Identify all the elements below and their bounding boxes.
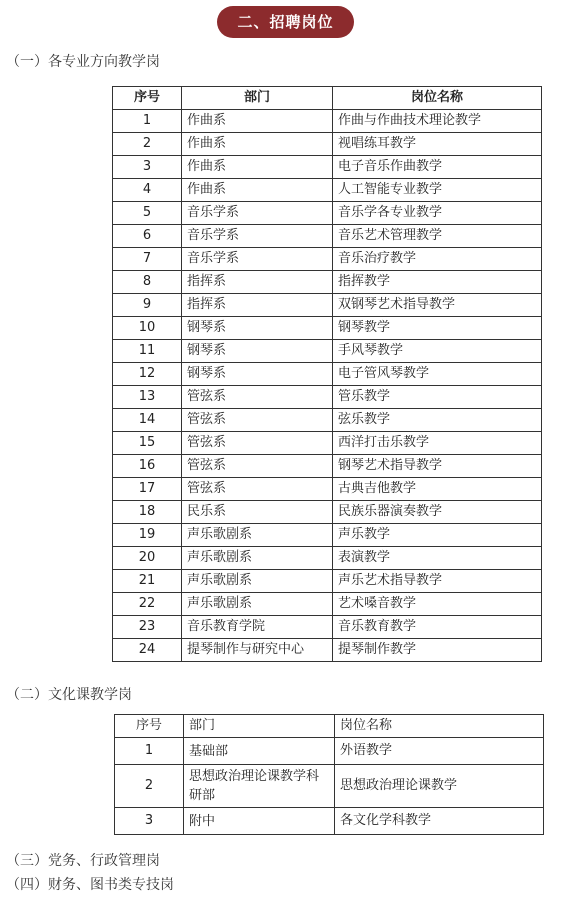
- row-position: 手风琴教学: [333, 340, 542, 363]
- row-position: 声乐教学: [333, 524, 542, 547]
- row-department: 管弦系: [182, 455, 333, 478]
- row-number: 22: [113, 593, 182, 616]
- culture-course-positions-table: [114, 714, 544, 835]
- row-number: 12: [113, 363, 182, 386]
- section-title-1: （一）各专业方向教学岗: [6, 54, 160, 70]
- table-row: [113, 271, 542, 294]
- table-row: [113, 340, 542, 363]
- row-position: 弦乐教学: [333, 409, 542, 432]
- table-row: [113, 547, 542, 570]
- row-department: 指挥系: [182, 294, 333, 317]
- table-row: [113, 179, 542, 202]
- row-position: 外语教学: [335, 738, 544, 765]
- row-number: 19: [113, 524, 182, 547]
- row-number: 14: [113, 409, 182, 432]
- row-number: 3: [113, 156, 182, 179]
- row-position: 人工智能专业教学: [333, 179, 542, 202]
- row-position: 视唱练耳教学: [333, 133, 542, 156]
- row-number: 17: [113, 478, 182, 501]
- row-department: 附中: [184, 808, 335, 835]
- row-department: 声乐歌剧系: [182, 593, 333, 616]
- row-department: 管弦系: [182, 432, 333, 455]
- row-position: 西洋打击乐教学: [333, 432, 542, 455]
- row-number: 1: [113, 110, 182, 133]
- table-row: [113, 455, 542, 478]
- table-row: [113, 616, 542, 639]
- teaching-positions-table: [112, 86, 542, 662]
- row-number: 20: [113, 547, 182, 570]
- table-row: [113, 248, 542, 271]
- row-number: 15: [113, 432, 182, 455]
- row-position: 古典吉他教学: [333, 478, 542, 501]
- row-department: 基础部: [184, 738, 335, 765]
- table-row: [113, 570, 542, 593]
- row-department: 管弦系: [182, 386, 333, 409]
- row-position: 指挥教学: [333, 271, 542, 294]
- row-position: 钢琴教学: [333, 317, 542, 340]
- row-position: 民族乐器演奏教学: [333, 501, 542, 524]
- header-department: 部门: [184, 715, 335, 738]
- row-position: 艺术嗓音教学: [333, 593, 542, 616]
- row-department: 音乐学系: [182, 248, 333, 271]
- header-number: 序号: [115, 715, 184, 738]
- row-number: 4: [113, 179, 182, 202]
- row-number: 18: [113, 501, 182, 524]
- row-number: 16: [113, 455, 182, 478]
- table-row: [113, 133, 542, 156]
- row-position: 电子管风琴教学: [333, 363, 542, 386]
- row-number: 5: [113, 202, 182, 225]
- row-position: 音乐治疗教学: [333, 248, 542, 271]
- table-row: [113, 432, 542, 455]
- section-title-2: （二）文化课教学岗: [6, 687, 132, 703]
- row-department: 钢琴系: [182, 317, 333, 340]
- table-row: [113, 593, 542, 616]
- row-position: 作曲与作曲技术理论教学: [333, 110, 542, 133]
- row-number: 7: [113, 248, 182, 271]
- header-department: 部门: [182, 87, 333, 110]
- row-position: 声乐艺术指导教学: [333, 570, 542, 593]
- table-row: [113, 386, 542, 409]
- row-department: 提琴制作与研究中心: [182, 639, 333, 662]
- table-row: [113, 294, 542, 317]
- row-position: 电子音乐作曲教学: [333, 156, 542, 179]
- row-department: 音乐学系: [182, 225, 333, 248]
- row-position: 管乐教学: [333, 386, 542, 409]
- row-position: 表演教学: [333, 547, 542, 570]
- row-number: 6: [113, 225, 182, 248]
- row-number: 13: [113, 386, 182, 409]
- row-department: 思想政治理论课教学科研部: [184, 765, 335, 808]
- table-row: [113, 501, 542, 524]
- section-title-4: （四）财务、图书类专技岗: [6, 877, 174, 893]
- row-department: 管弦系: [182, 478, 333, 501]
- row-position: 双钢琴艺术指导教学: [333, 294, 542, 317]
- section-banner: 二、招聘岗位: [217, 6, 353, 38]
- row-department: 音乐教育学院: [182, 616, 333, 639]
- row-department: 指挥系: [182, 271, 333, 294]
- row-number: 2: [113, 133, 182, 156]
- header-position: 岗位名称: [333, 87, 542, 110]
- row-department: 民乐系: [182, 501, 333, 524]
- table-row: [113, 317, 542, 340]
- row-number: 21: [113, 570, 182, 593]
- row-department: 钢琴系: [182, 340, 333, 363]
- table-row: [113, 639, 542, 662]
- section-title-3: （三）党务、行政管理岗: [6, 853, 160, 869]
- row-department: 作曲系: [182, 133, 333, 156]
- row-position: 音乐学各专业教学: [333, 202, 542, 225]
- row-department: 音乐学系: [182, 202, 333, 225]
- table-row: [113, 363, 542, 386]
- row-department: 钢琴系: [182, 363, 333, 386]
- header-number: 序号: [113, 87, 182, 110]
- row-department: 作曲系: [182, 110, 333, 133]
- row-number: 2: [115, 765, 184, 808]
- table-row: [115, 765, 544, 808]
- table-row: [115, 808, 544, 835]
- row-number: 9: [113, 294, 182, 317]
- row-department: 声乐歌剧系: [182, 570, 333, 593]
- row-position: 提琴制作教学: [333, 639, 542, 662]
- table-row: [113, 110, 542, 133]
- row-department: 作曲系: [182, 179, 333, 202]
- row-position: 思想政治理论课教学: [335, 765, 544, 808]
- table-row: [115, 738, 544, 765]
- table-row: [113, 225, 542, 248]
- row-number: 8: [113, 271, 182, 294]
- row-department: 声乐歌剧系: [182, 524, 333, 547]
- row-number: 11: [113, 340, 182, 363]
- row-number: 3: [115, 808, 184, 835]
- row-department: 声乐歌剧系: [182, 547, 333, 570]
- header-position: 岗位名称: [335, 715, 544, 738]
- table-row: [113, 156, 542, 179]
- banner-wrapper: [0, 6, 571, 38]
- row-number: 23: [113, 616, 182, 639]
- table-header-row: [113, 87, 542, 110]
- row-position: 音乐艺术管理教学: [333, 225, 542, 248]
- row-department: 管弦系: [182, 409, 333, 432]
- row-position: 钢琴艺术指导教学: [333, 455, 542, 478]
- table-row: [113, 524, 542, 547]
- table-row: [113, 202, 542, 225]
- row-number: 24: [113, 639, 182, 662]
- row-number: 10: [113, 317, 182, 340]
- row-number: 1: [115, 738, 184, 765]
- table-row: [113, 409, 542, 432]
- row-department: 作曲系: [182, 156, 333, 179]
- table-row: [113, 478, 542, 501]
- row-position: 各文化学科教学: [335, 808, 544, 835]
- table-header-row: [115, 715, 544, 738]
- row-position: 音乐教育教学: [333, 616, 542, 639]
